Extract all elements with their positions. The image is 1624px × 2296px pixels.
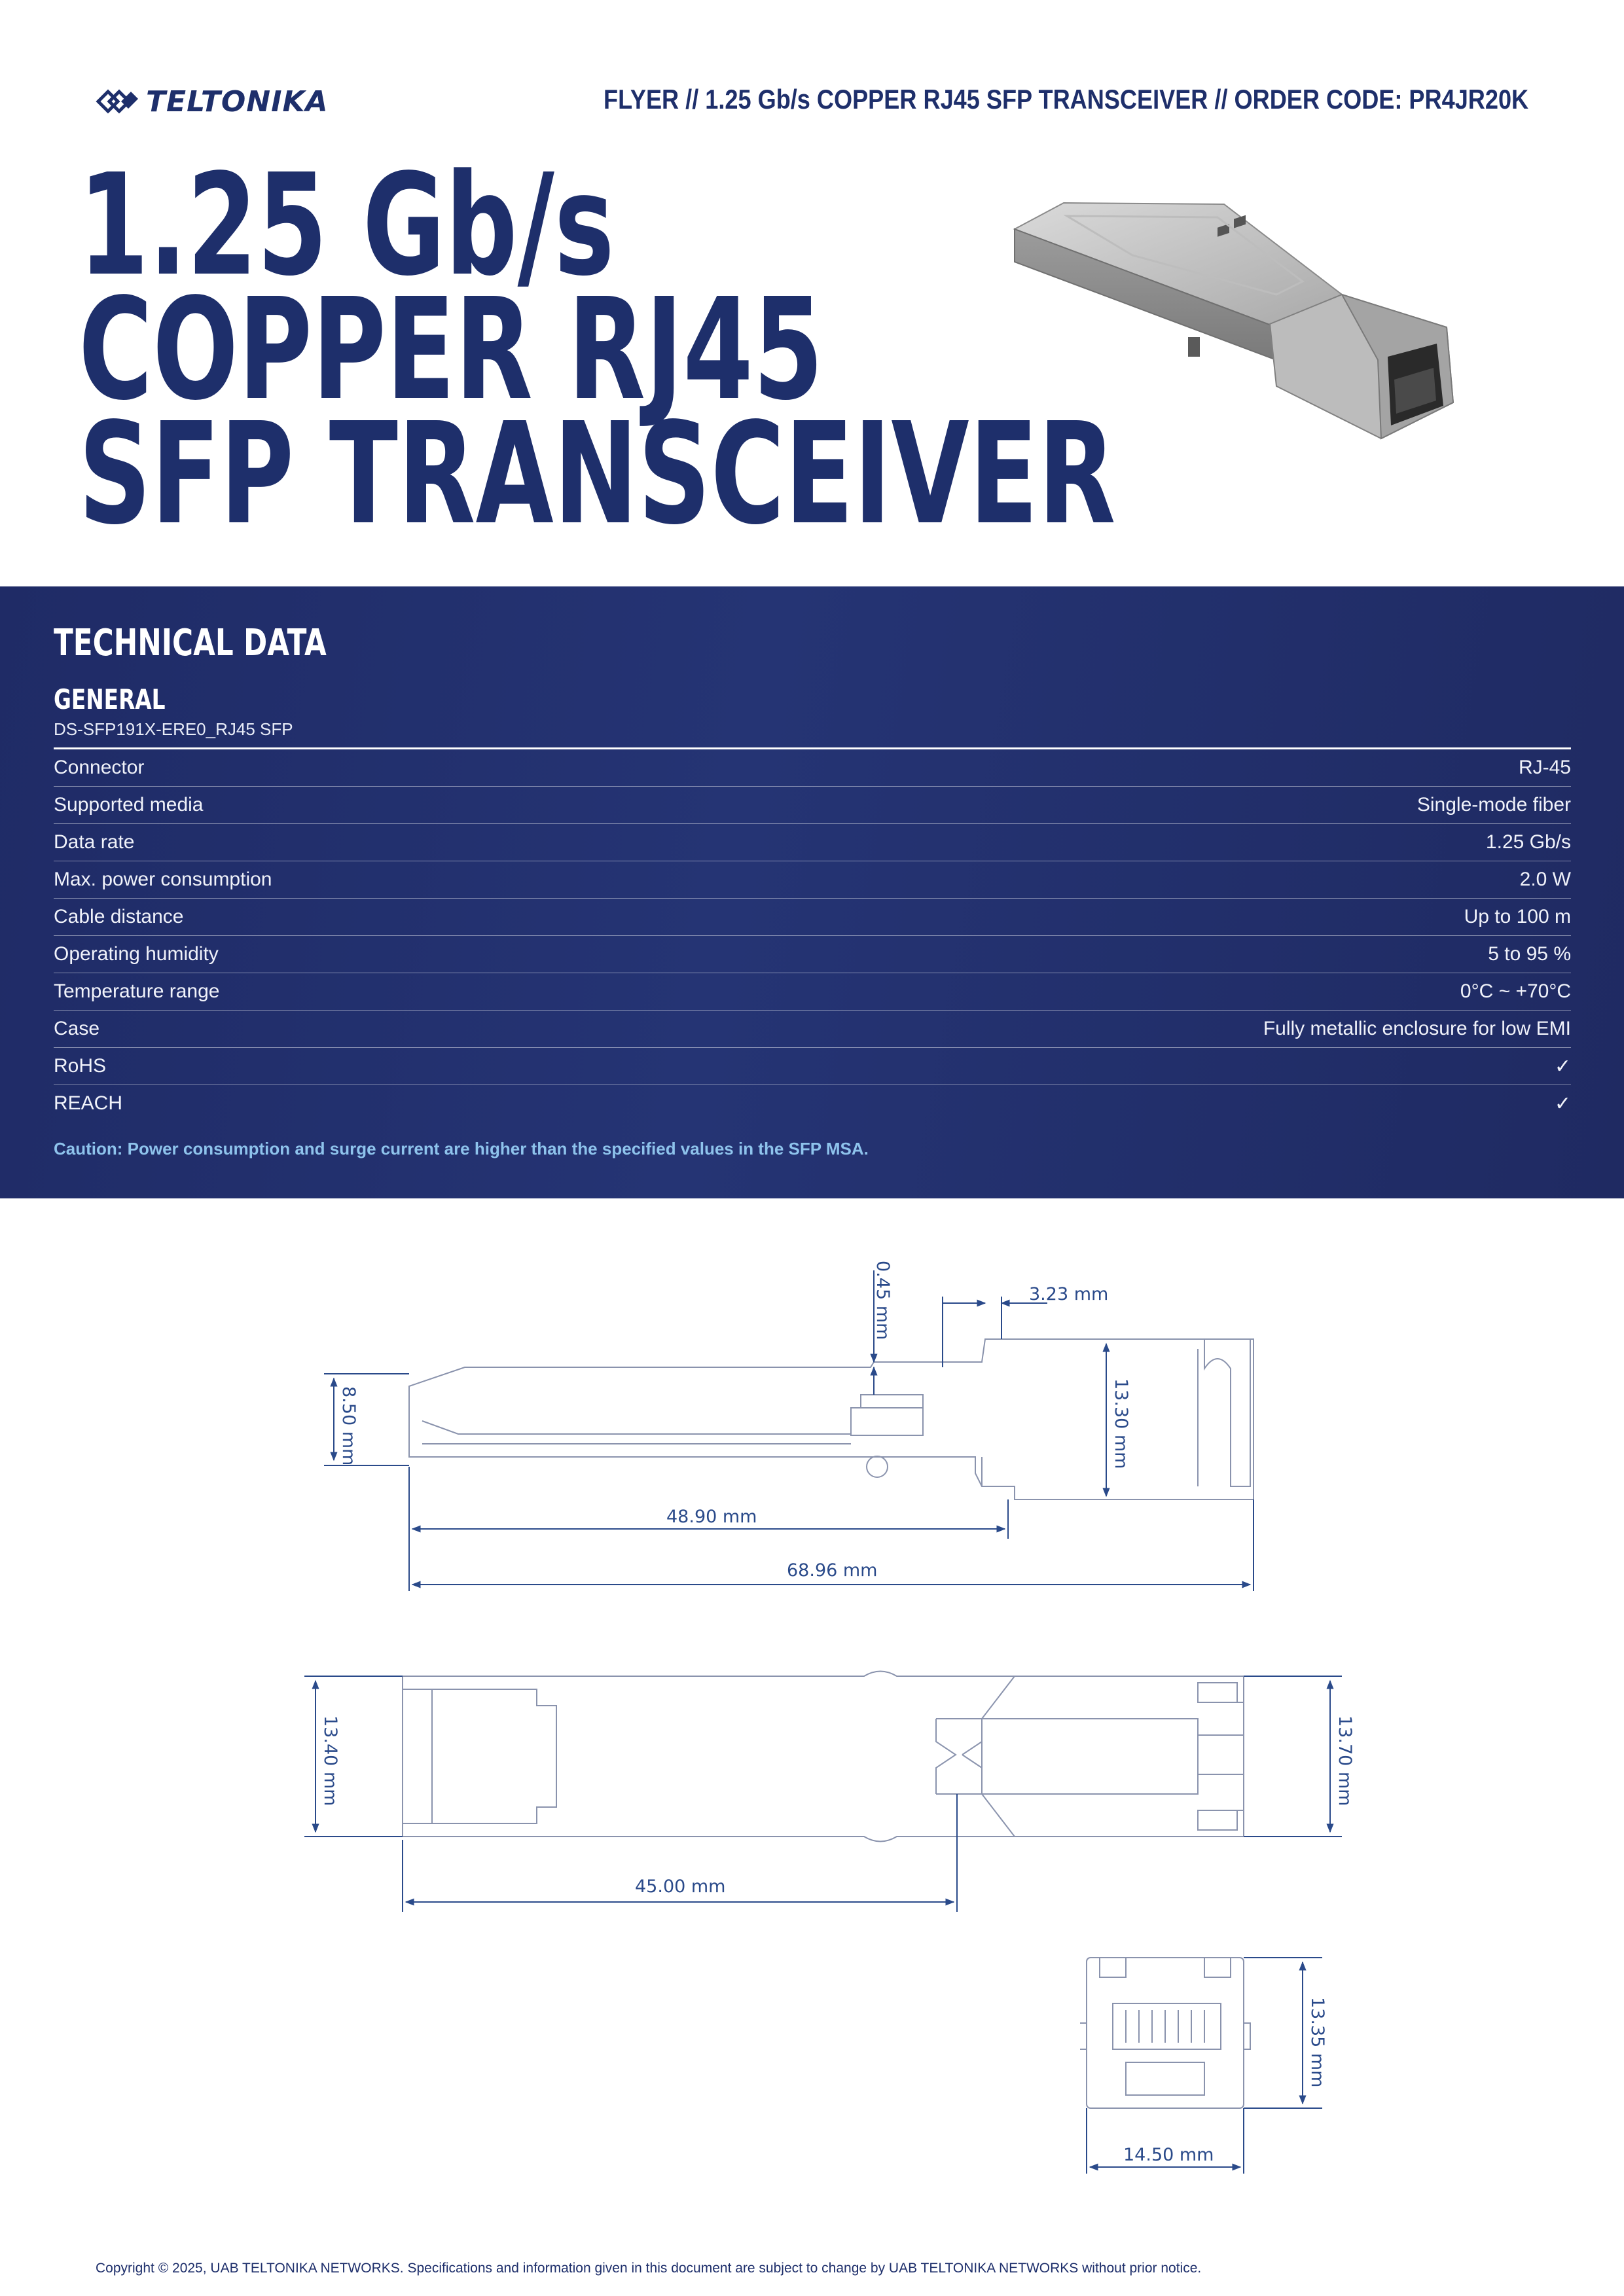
checkmark-icon: ✓ <box>1554 1055 1571 1077</box>
general-section-subtitle: DS-SFP191X-ERE0_RJ45 SFP <box>54 719 293 739</box>
front-view-outline <box>1080 1958 1250 2108</box>
dimension-drawings <box>0 1198 1624 2213</box>
spec-value: 2.0 W <box>1519 869 1571 890</box>
dim-6896: 68.96 mm <box>787 1560 878 1581</box>
dim-4500: 45.00 mm <box>635 1876 726 1897</box>
hero-line-1: 1.25 Gb/s <box>79 144 615 307</box>
spec-row-reach <box>54 1085 1571 1122</box>
dim-1450: 14.50 mm <box>1123 2145 1214 2165</box>
spec-label: Cable distance <box>54 906 184 927</box>
top-view-outline <box>403 1672 1244 1842</box>
general-section-title: GENERAL <box>54 683 166 715</box>
teltonika-logo-icon <box>95 79 141 124</box>
copyright-notice: Copyright © 2025, UAB TELTONIKA NETWORKS. Specifications and information given in this document are subject to change by UAB TELTONIKA NETWORKS without prior notice. <box>96 2261 1202 2276</box>
spec-value: 5 to 95 % <box>1488 943 1571 965</box>
technical-data-panel <box>0 586 1624 1198</box>
checkmark-icon: ✓ <box>1554 1092 1571 1115</box>
spec-row-data-rate <box>54 824 1571 861</box>
hero-line-3: SFP TRANSCEIVER <box>79 393 1116 556</box>
spec-row-rohs <box>54 1048 1571 1085</box>
spec-label: Supported media <box>54 794 204 816</box>
dim-1330: 13.30 mm <box>1111 1378 1131 1469</box>
spec-label: Operating humidity <box>54 943 219 965</box>
dim-1335: 13.35 mm <box>1307 1997 1327 2088</box>
caution-note: Caution: Power consumption and surge current are higher than the specified values in the SFP MSA. <box>54 1139 869 1158</box>
spec-label: RoHS <box>54 1055 107 1077</box>
spec-label: Case <box>54 1018 100 1039</box>
spec-value: 0°C ~ +70°C <box>1460 980 1571 1002</box>
spec-row-power <box>54 861 1571 899</box>
spec-value: RJ-45 <box>1518 757 1571 778</box>
spec-label: Data rate <box>54 831 135 853</box>
spec-row-cable-distance <box>54 899 1571 936</box>
spec-value: Single-mode fiber <box>1416 794 1571 816</box>
spec-value: Up to 100 m <box>1464 906 1571 927</box>
teltonika-logo <box>95 79 329 124</box>
sfp-transceiver-image <box>1001 190 1473 484</box>
dim-1370: 13.70 mm <box>1335 1715 1355 1806</box>
spec-label: Max. power consumption <box>54 869 272 890</box>
spec-row-connector <box>54 749 1571 787</box>
logo-text: TELTONIKA <box>146 84 329 118</box>
dim-323: 3.23 mm <box>1029 1284 1109 1304</box>
dim-1340: 13.40 mm <box>320 1715 340 1806</box>
dim-4890: 48.90 mm <box>666 1507 757 1527</box>
dim-850: 8.50 mm <box>338 1386 359 1466</box>
dim-045: 0.45 mm <box>873 1261 893 1340</box>
spec-row-case <box>54 1011 1571 1048</box>
technical-data-title: TECHNICAL DATA <box>54 622 327 664</box>
spec-table <box>54 747 1571 1122</box>
spec-value: 1.25 Gb/s <box>1485 831 1571 853</box>
spec-row-temperature <box>54 973 1571 1011</box>
flyer-header-title: FLYER // 1.25 Gb/s COPPER RJ45 SFP TRANSCEIVER // ORDER CODE: PR4JR20K <box>603 84 1528 115</box>
spec-label: Connector <box>54 757 145 778</box>
spec-row-supported-media <box>54 787 1571 824</box>
hero-line-2: COPPER RJ45 <box>79 268 823 431</box>
spec-label: Temperature range <box>54 980 220 1002</box>
spec-row-humidity <box>54 936 1571 973</box>
spec-label: REACH <box>54 1092 123 1114</box>
spec-value: Fully metallic enclosure for low EMI <box>1263 1018 1571 1039</box>
